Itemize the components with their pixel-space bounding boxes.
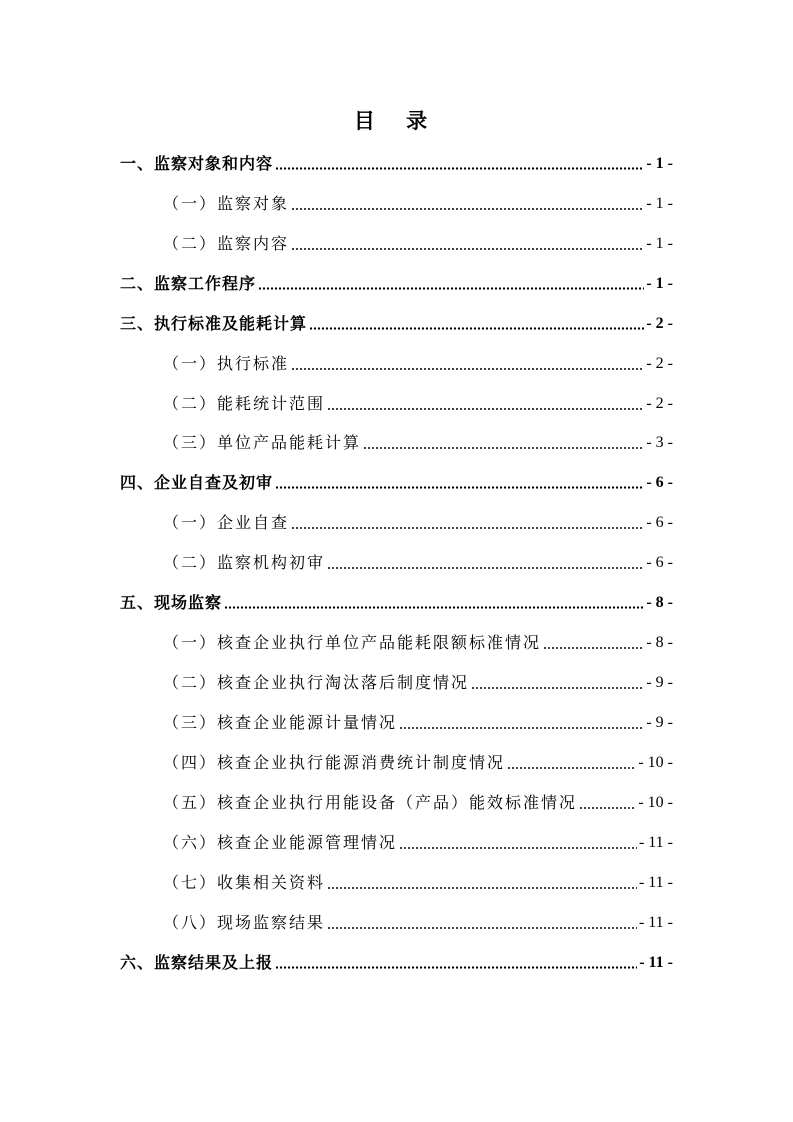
dot-leader	[275, 167, 644, 170]
toc-entry-subsection-5-4[interactable]	[163, 749, 673, 773]
toc-entry-page: - 10 -	[638, 754, 673, 771]
toc-entry-page: - 6 -	[646, 474, 673, 491]
toc-entry-page: - 2 -	[646, 355, 673, 372]
toc-entry-section-2[interactable]	[120, 270, 673, 294]
toc-entry-section-3[interactable]	[120, 310, 673, 334]
toc-entry-title: （二）监察机构初审	[163, 553, 326, 572]
dot-leader	[258, 287, 644, 290]
toc-entry-page: - 8 -	[646, 634, 673, 651]
dot-leader	[327, 927, 637, 929]
dot-leader	[224, 606, 644, 609]
toc-entry-section-5[interactable]	[120, 589, 673, 613]
toc-entry-title: 四、企业自查及初审	[120, 473, 274, 492]
toc-entry-subsection-4-2[interactable]	[163, 549, 673, 573]
toc-entry-page: - 9 -	[646, 674, 673, 691]
toc-entry-page: - 11 -	[638, 914, 673, 931]
dot-leader	[579, 807, 636, 809]
toc-entry-section-6[interactable]	[120, 949, 673, 973]
toc-entry-subsection-3-3[interactable]	[163, 429, 673, 453]
dot-leader	[291, 368, 644, 370]
toc-entry-title: （一）核查企业执行单位产品能耗限额标准情况	[163, 633, 542, 652]
dot-leader	[327, 408, 644, 410]
dot-leader	[399, 727, 644, 729]
dot-leader	[543, 647, 644, 649]
toc-entry-page: - 1 -	[646, 275, 673, 292]
dot-leader	[291, 248, 644, 250]
dot-leader	[327, 887, 637, 889]
dot-leader	[275, 966, 637, 969]
toc-entry-subsection-5-3[interactable]	[163, 709, 673, 733]
toc-entry-subsection-5-8[interactable]	[163, 909, 673, 933]
page-title: 目 录	[353, 108, 440, 133]
toc-entry-page: - 11 -	[638, 874, 673, 891]
toc-entry-title: （三）核查企业能源计量情况	[163, 713, 398, 732]
toc-entry-title: 三、执行标准及能耗计算	[120, 314, 308, 333]
dot-leader	[291, 208, 644, 210]
toc-entry-section-4[interactable]	[120, 469, 673, 493]
toc-entry-page: - 1 -	[646, 195, 673, 212]
toc-entry-title: 五、现场监察	[120, 593, 223, 612]
toc-entry-title: （五）核查企业执行用能设备（产品）能效标准情况	[163, 793, 578, 812]
toc-entry-subsection-5-1[interactable]	[163, 629, 673, 653]
toc-entry-title: （七）收集相关资料	[163, 873, 326, 892]
toc-entry-title: （一）执行标准	[163, 354, 290, 373]
toc-entry-title: （二）监察内容	[163, 234, 290, 253]
toc-entry-title: （八）现场监察结果	[163, 913, 326, 932]
toc-entry-page: - 6 -	[646, 514, 673, 531]
toc-entry-subsection-3-2[interactable]	[163, 390, 673, 414]
toc-entry-title: 二、监察工作程序	[120, 274, 257, 293]
dot-leader	[471, 687, 644, 689]
dot-leader	[363, 447, 644, 449]
toc-entry-section-1[interactable]	[120, 150, 673, 174]
toc-entry-page: - 8 -	[646, 594, 673, 611]
dot-leader	[327, 567, 644, 569]
toc-entry-title: （二）核查企业执行淘汰落后制度情况	[163, 673, 470, 692]
toc-entry-page: - 2 -	[646, 315, 673, 332]
toc-entry-page: - 6 -	[646, 554, 673, 571]
toc-entry-title: （四）核查企业执行能源消费统计制度情况	[163, 753, 506, 772]
toc-entry-page: - 10 -	[638, 794, 673, 811]
toc-entry-subsection-5-5[interactable]	[163, 789, 673, 813]
toc-entry-title: （三）单位产品能耗计算	[163, 433, 362, 452]
toc-entry-subsection-3-1[interactable]	[163, 350, 673, 374]
toc-entry-subsection-5-2[interactable]	[163, 669, 673, 693]
toc-entry-page: - 3 -	[646, 434, 673, 451]
dot-leader	[507, 767, 636, 769]
dot-leader	[399, 847, 637, 849]
toc-entry-title: （六）核查企业能源管理情况	[163, 833, 398, 852]
toc-entry-title: 六、监察结果及上报	[120, 953, 274, 972]
toc-entry-page: - 2 -	[646, 395, 673, 412]
dot-leader	[275, 486, 644, 489]
toc-entry-page: - 1 -	[646, 235, 673, 252]
toc-entry-title: （一）企业自查	[163, 513, 290, 532]
toc-entry-page: - 11 -	[638, 834, 673, 851]
toc-entry-subsection-4-1[interactable]	[163, 509, 673, 533]
toc-entry-subsection-1-1[interactable]	[163, 190, 673, 214]
dot-leader	[291, 527, 644, 529]
toc-entry-subsection-1-2[interactable]	[163, 230, 673, 254]
toc-entry-page: - 9 -	[646, 714, 673, 731]
dot-leader	[309, 327, 644, 330]
toc-entry-subsection-5-7[interactable]	[163, 869, 673, 893]
toc-entry-title: （一）监察对象	[163, 194, 290, 213]
toc-entry-page: - 11 -	[639, 954, 673, 971]
toc-entry-subsection-5-6[interactable]	[163, 829, 673, 853]
toc-entry-title: 一、监察对象和内容	[120, 154, 274, 173]
toc-entry-page: - 1 -	[646, 155, 673, 172]
toc-entry-title: （二）能耗统计范围	[163, 394, 326, 413]
